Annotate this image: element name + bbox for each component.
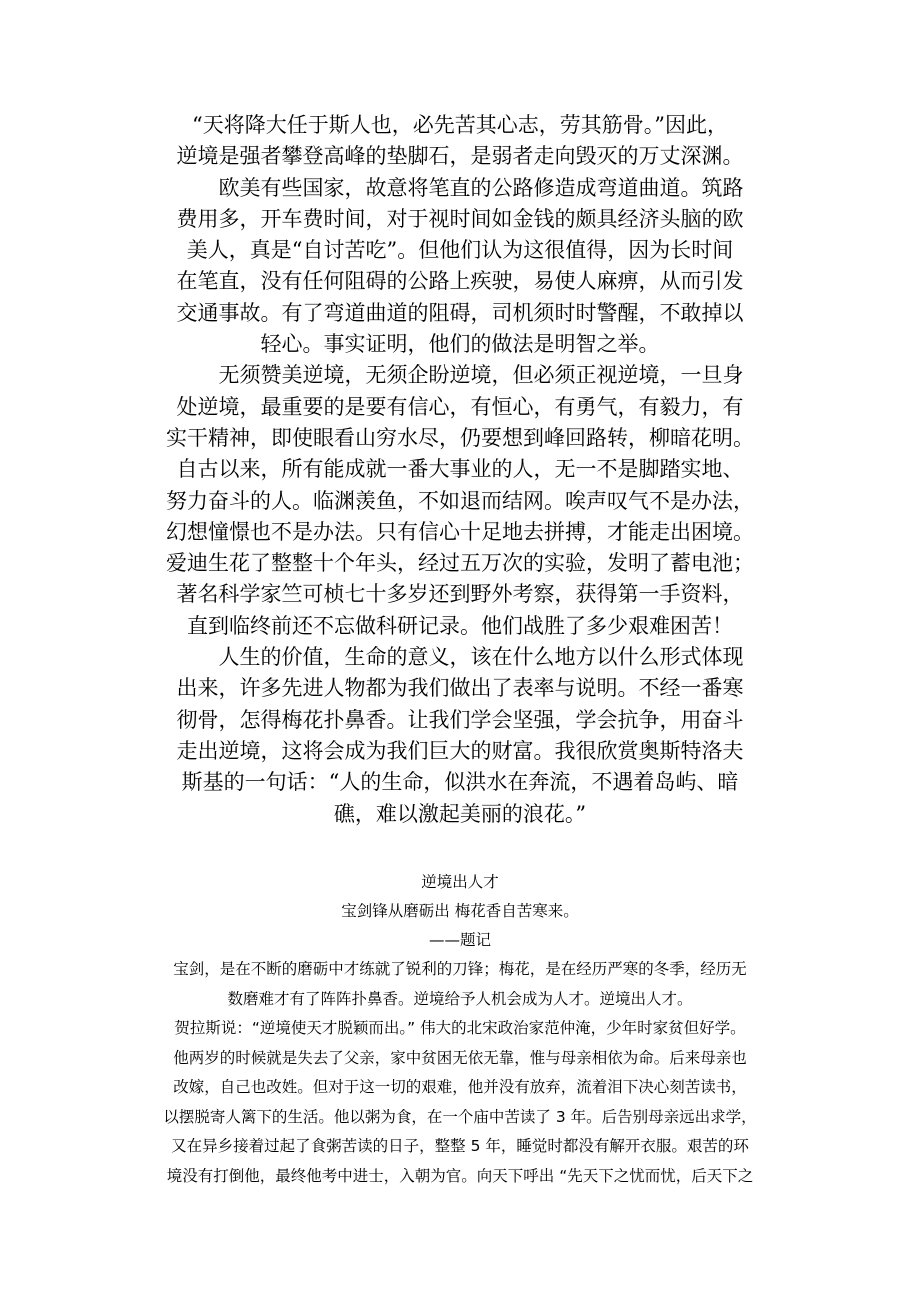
paragraph-line: 在笔直，没有任何阻碍的公路上疾驶，易使人麻痹，从而引发 xyxy=(176,269,744,294)
paragraph-line: 又在异乡接着过起了食粥苦读的日子，整整 5 年，睡觉时都没有解开衣服。艰苦的环 xyxy=(171,1137,749,1155)
paragraph-line: 境没有打倒他，最终他考中进士，入朝为官。向天下呼出 “先天下之忧而忧，后天下之 xyxy=(166,1166,754,1185)
paragraph-line: 无须赞美逆境，无须企盼逆境，但必须正视逆境，一旦身 xyxy=(176,363,744,388)
essay-continuation xyxy=(100,110,820,830)
paragraph-line: 爱迪生花了整整十个年头，经过五万次的实验，发明了蓄电池； xyxy=(166,551,754,576)
paragraph-line: 费用多，开车费时间，对于视时间如金钱的颇具经济头脑的欧 xyxy=(176,206,744,231)
paragraph-line: 以摆脱寄人篱下的生活。他以粥为食，在一个庙中苦读了 3 年。后告别母亲远出求学， xyxy=(163,1107,757,1126)
paragraph-line: 交通事故。有了弯道曲道的阻碍，司机须时时警醒，不敢掉以 xyxy=(176,300,744,325)
paragraph-line: 著名科学家竺可桢七十多岁还到野外考察，获得第一手资料， xyxy=(176,582,744,607)
paragraph-line: 彻骨，怎得梅花扑鼻香。让我们学会坚强，学会抗争，用奋斗 xyxy=(176,707,744,732)
paragraph-line: 数磨难才有了阵阵扑鼻香。逆境给予人机会成为人才。逆境出人才。 xyxy=(227,989,693,1008)
paragraph-line: 欧美有些国家，故意将笔直的公路修造成弯道曲道。筑路 xyxy=(176,175,744,200)
paragraph-line: 贺拉斯说：“逆境使天才脱颖而出。” 伟大的北宋政治家范仲淹，少年时家贫但好学。 xyxy=(174,1019,746,1037)
paragraph-line: 出来，许多先进人物都为我们做出了表率与说明。不经一番寒 xyxy=(176,676,744,701)
paragraph-line: 努力奋斗的人。临渊羡鱼，不如退而结网。唉声叹气不是办法， xyxy=(166,488,754,513)
epigraph-source: ——题记 xyxy=(428,931,491,949)
paragraph-line: 走出逆境，这将会成为我们巨大的财富。我很欣赏奥斯特洛夫 xyxy=(176,738,744,763)
paragraph-line: 幻想憧憬也不是办法。只有信心十足地去拼搏，才能走出困境。 xyxy=(166,519,754,544)
essay-section xyxy=(100,868,820,1191)
paragraph-line: 他两岁的时候就是失去了父亲，家中贫困无依无靠，惟与母亲相依为命。后来母亲也 xyxy=(173,1048,747,1067)
paragraph-line: 改嫁，自己也改姓。但对于这一切的艰难，他并没有放弃，流着泪下决心刻苦读书， xyxy=(173,1078,747,1096)
paragraph-line: “天将降大任于斯人也，必先苦其心志，劳其筋骨。”因此， xyxy=(192,113,728,137)
paragraph-line: 自古以来，所有能成就一番大事业的人，无一不是脚踏实地、 xyxy=(176,457,744,482)
essay-title: 逆境出人才 xyxy=(421,873,499,891)
paragraph-line: 宝剑，是在不断的磨砺中才练就了锐利的刀锋；梅花，是在经历严寒的冬季，经历无 xyxy=(173,960,747,978)
paragraph-line: 人生的价值，生命的意义，该在什么地方以什么形式体现 xyxy=(176,645,744,670)
paragraph-line: 轻心。事实证明，他们的做法是明智之举。 xyxy=(260,332,660,357)
paragraph-line: 斯基的一句话：“人的生命，似洪水在奔流，不遇着岛屿、暗 xyxy=(181,770,739,795)
paragraph-line: 直到临终前还不忘做科研记录。他们战胜了多少艰难困苦！ xyxy=(187,613,733,638)
epigraph: 宝剑锋从磨砺出 梅花香自苦寒来。 xyxy=(341,902,579,920)
paragraph-line: 美人，真是“自讨苦吃”。但他们认为这很值得，因为长时间 xyxy=(186,238,734,263)
paragraph-line: 逆境是强者攀登高峰的垫脚石，是弱者走向毁灭的万丈深渊。 xyxy=(176,144,744,169)
paragraph-line: 处逆境，最重要的是要有信心，有恒心，有勇气，有毅力，有 xyxy=(176,394,744,419)
paragraph-line: 礁，难以激起美丽的浪花。” xyxy=(333,801,587,826)
paragraph-line: 实干精神，即使眼看山穷水尽，仍要想到峰回路转，柳暗花明。 xyxy=(166,425,754,450)
